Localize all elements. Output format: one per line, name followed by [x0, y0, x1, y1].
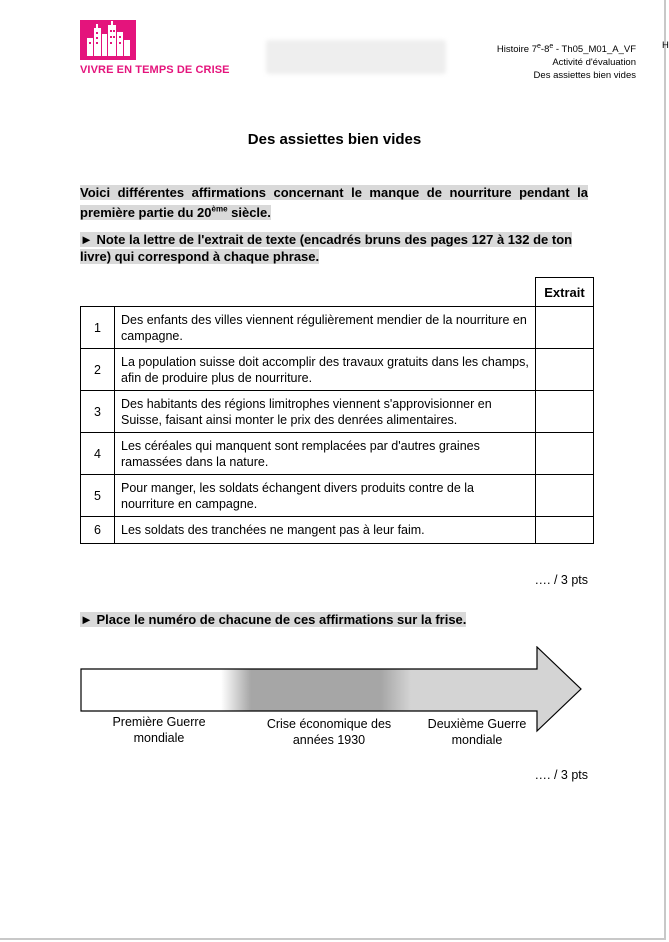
- reference-line-2: Activité d'évaluation: [552, 57, 636, 69]
- page-title: Des assiettes bien vides: [247, 131, 422, 148]
- redacted-area: [266, 40, 446, 74]
- answer-cell[interactable]: [536, 307, 594, 349]
- row-number: 5: [81, 475, 115, 517]
- answer-cell[interactable]: [536, 517, 594, 544]
- row-statement: Des habitants des régions limitrophes viennent s'approvisionner en Suisse, faisant ainsi monter le prix des denrées alimentaires.: [115, 391, 536, 433]
- timeline-label-ww2: Deuxième Guerre mondiale: [427, 717, 527, 747]
- row-number: 2: [81, 349, 115, 391]
- row-number: 3: [81, 391, 115, 433]
- document-reference: [497, 40, 636, 82]
- row-statement: Les céréales qui manquent sont remplacées par d'autres graines ramassées dans la nature.: [115, 433, 536, 475]
- logo: [80, 20, 230, 76]
- instruction-extraits: ► Note la lettre de l'extrait de texte (encadrés bruns des pages 127 à 132 de ton livre) qui correspond à chaque phrase.: [80, 232, 573, 264]
- row-statement: Des enfants des villes viennent régulièrement mendier de la nourriture en campagne.: [115, 307, 536, 349]
- table-row: [81, 349, 594, 391]
- answer-cell[interactable]: [536, 475, 594, 517]
- answer-cell[interactable]: [536, 391, 594, 433]
- reference-line-3: Des assiettes bien vides: [533, 70, 636, 82]
- row-statement: Pour manger, les soldats échangent divers produits contre de la nourriture en campagne.: [115, 475, 536, 517]
- timeline-label-crisis-1930: Crise économique des années 1930: [266, 717, 392, 747]
- timeline-label-ww1: Première Guerre mondiale: [112, 715, 206, 745]
- instruction-frise: ► Place le numéro de chacune de ces affirmations sur la frise.: [80, 612, 467, 627]
- table-row: [81, 475, 594, 517]
- points-score-2: …. / 3 pts: [534, 768, 588, 782]
- table-header-row: [81, 278, 594, 307]
- row-statement: La population suisse doit accomplir des travaux gratuits dans les champs, afin de produire plus de nourriture.: [115, 349, 536, 391]
- row-number: 1: [81, 307, 115, 349]
- extraits-table: [80, 277, 594, 544]
- points-score-1: …. / 3 pts: [534, 573, 588, 587]
- answer-cell[interactable]: [536, 349, 594, 391]
- edge-letter: H: [662, 40, 669, 51]
- row-statement: Les soldats des tranchées ne mangent pas à leur faim.: [115, 517, 536, 544]
- city-skyline-logo-icon: [80, 20, 136, 60]
- table-row: [81, 517, 594, 544]
- table-row: [81, 391, 594, 433]
- answer-cell[interactable]: [536, 433, 594, 475]
- intro-text: Voici différentes affirmations concernant le manque de nourriture pendant la première partie du 20ème siècle.: [80, 185, 588, 221]
- row-number: 4: [81, 433, 115, 475]
- table-row: [81, 307, 594, 349]
- logo-text: VIVRE EN TEMPS DE CRISE: [80, 64, 230, 76]
- reference-line-1: Histoire 7e-8e - Th05_M01_A_VF: [496, 43, 636, 56]
- table-row: [81, 433, 594, 475]
- row-number: 6: [81, 517, 115, 544]
- extrait-column-header: Extrait: [536, 278, 594, 307]
